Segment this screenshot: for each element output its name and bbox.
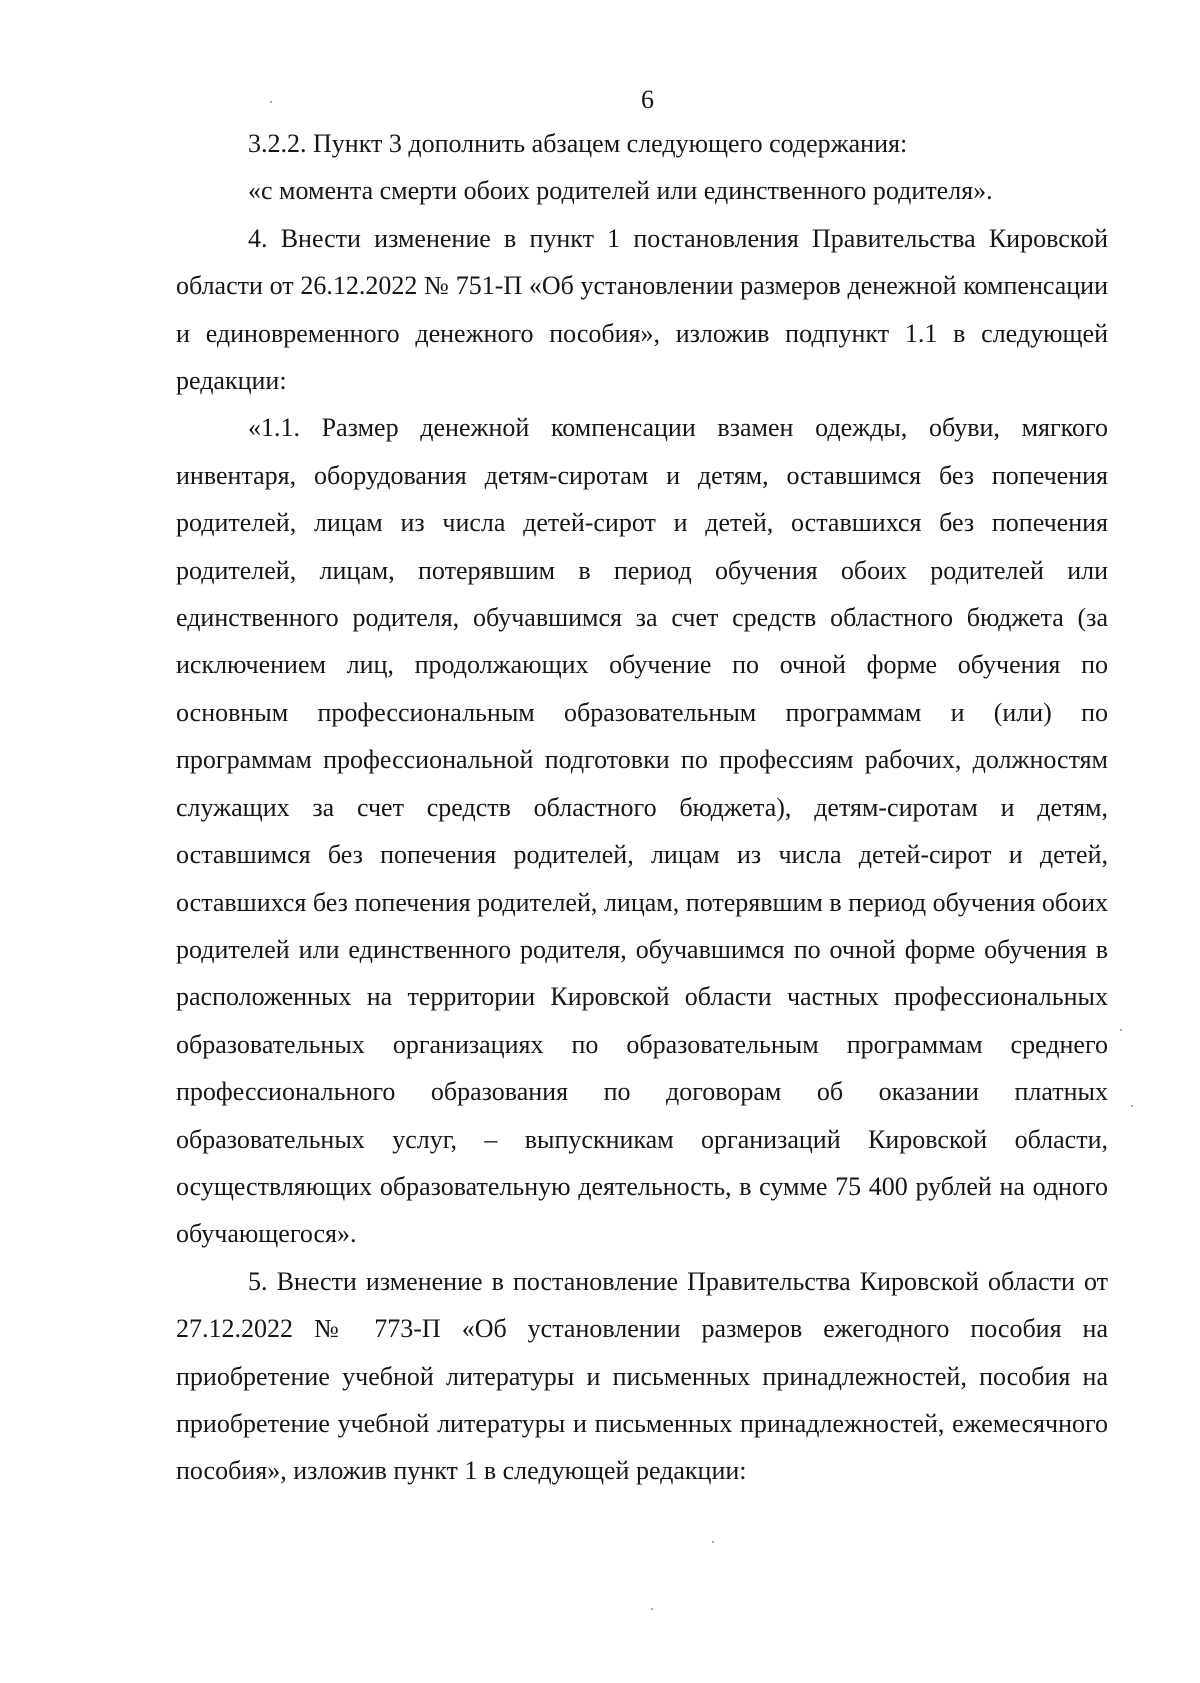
scan-speck bbox=[712, 1541, 714, 1543]
paragraph-3-2-2: 3.2.2. Пункт 3 дополнить абзацем следующего содержания: bbox=[248, 129, 908, 158]
scan-speck bbox=[270, 101, 272, 103]
scan-speck bbox=[1131, 1105, 1133, 1107]
paragraph-3-2-2-addition: «с момента смерти обоих родителей или единственного родителя». bbox=[248, 176, 993, 206]
page-number: 6 bbox=[641, 85, 654, 114]
paragraph-4: 4. Внести изменение в пункт 1 постановления Правительства Кировской области от 26.12.2022 № 751-П «Об установлении размеров денежной компенсации и единовременного денежного пособия», изложив подпункт 1.1 в следующей редакции: bbox=[176, 223, 1108, 396]
scan-speck bbox=[651, 1608, 653, 1610]
paragraph-5: 5. Внести изменение в постановление Правительства Кировской области от 27.12.2022 № 773-П «Об установлении размеров ежегодного пособия на приобретение учебной литературы и письменных принадлежностей, пособия на приобретение учебной литературы и письменных принадлежностей, ежемесячного пособия», изложив пункт 1 в следующей редакции: bbox=[176, 1266, 1108, 1486]
paragraph-1-1: «1.1. Размер денежной компенсации взамен одежды, обуви, мягкого инвентаря, оборудования детям-сиротам и детям, оставшимся без попечения родителей, лицам из числа детей-сирот и детей, оставшихся без попечения родителей, лицам, потерявшим в период обучения обоих родителей или единственного родителя, обучавшимся за счет средств областного бюджета (за исключением лиц, продолжающих обучение по очной форме обучения по основным профессиональным образовательным программам и (или) по программам профессиональной подготовки по профессиям рабочих, должностям служащих за счет средств областного бюджета), детям-сиротам и детям, оставшимся без попечения родителей, лицам из числа детей-сирот и детей, оставшихся без попечения родителей, лицам, потерявшим в период обучения обоих родителей или единственного родителя, обучавшимся по очной форме обучения в расположенных на территории Кировской области частных профессиональных образовательных организациях по образовательным программам среднего профессионального образования по договорам об оказании платных образовательных услуг, – выпускникам организаций Кировской области, осуществляющих образовательную деятельность, в сумме 75 400 рублей на одного обучающегося». bbox=[176, 413, 1108, 1249]
scan-speck bbox=[1120, 1029, 1122, 1031]
document-body bbox=[176, 120, 1108, 1495]
